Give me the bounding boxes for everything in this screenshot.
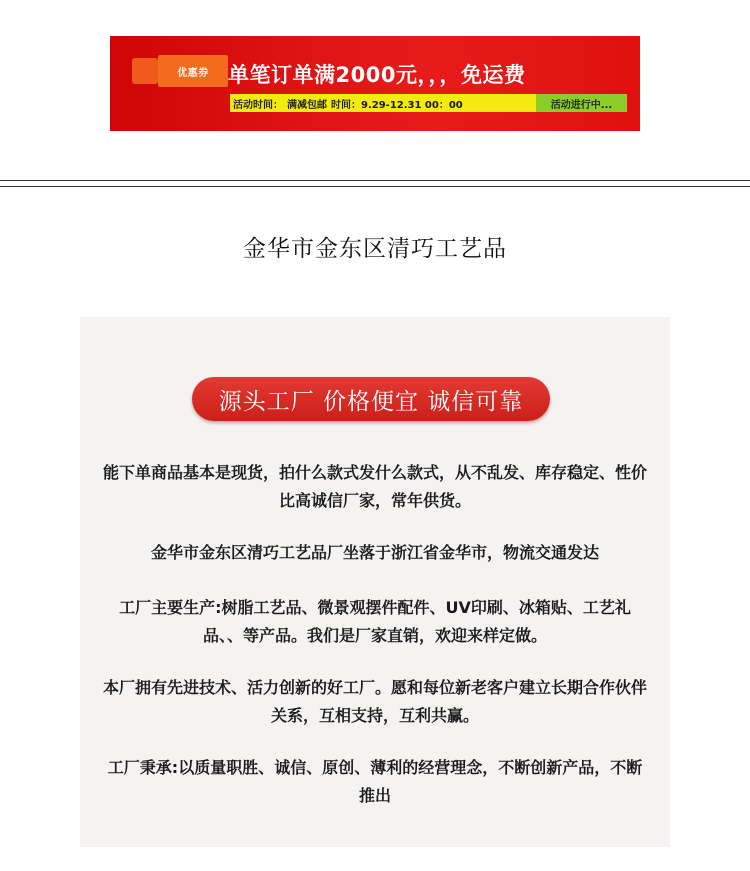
company-intro-panel xyxy=(80,317,670,847)
shop-title: 金华市金东区清巧工艺品 xyxy=(243,236,507,262)
intro-paragraph: 金华市金东区清巧工艺品厂坐落于浙江省金华市，物流交通发达 xyxy=(150,543,599,562)
activity-type: 满减包邮 xyxy=(287,99,327,111)
time-label: 时间： xyxy=(331,99,361,111)
time-range: 9.29-12.31 00：00 xyxy=(361,99,463,111)
promo-banner[interactable] xyxy=(110,36,640,131)
coupon-stub xyxy=(132,58,158,84)
promo-info-bar xyxy=(230,94,536,112)
coupon-ticket-icon xyxy=(132,55,228,87)
intro-paragraph: 工厂秉承:以质量职胜、诚信、原创、薄利的经营理念，不断创新产品，不断推出 xyxy=(107,758,643,805)
section-divider-top xyxy=(0,180,750,181)
coupon-label: 优惠券 xyxy=(158,55,228,87)
slogan-badge: 源头工厂 价格便宜 诚信可靠 xyxy=(192,377,550,421)
promo-headline: 单笔订单满2000元，，，免运费 xyxy=(228,63,526,87)
intro-paragraph: 工厂主要生产:树脂工艺品、微景观摆件配件、UV印刷、冰箱贴、工艺礼品、、等产品。我们是厂家直销，欢迎来样定做。 xyxy=(119,598,631,645)
section-divider-bottom xyxy=(0,186,750,187)
intro-paragraph: 本厂拥有先进技术、活力创新的好工厂。愿和每位新老客户建立长期合作伙伴关系，互相支持，互利共赢。 xyxy=(102,678,647,725)
activity-time-label: 活动时间： xyxy=(233,99,283,111)
promo-status-badge: 活动进行中... xyxy=(536,94,627,112)
intro-paragraph: 能下单商品基本是现货，拍什么款式发什么款式，从不乱发、库存稳定、性价比高诚信厂家，常年供货。 xyxy=(102,463,647,510)
